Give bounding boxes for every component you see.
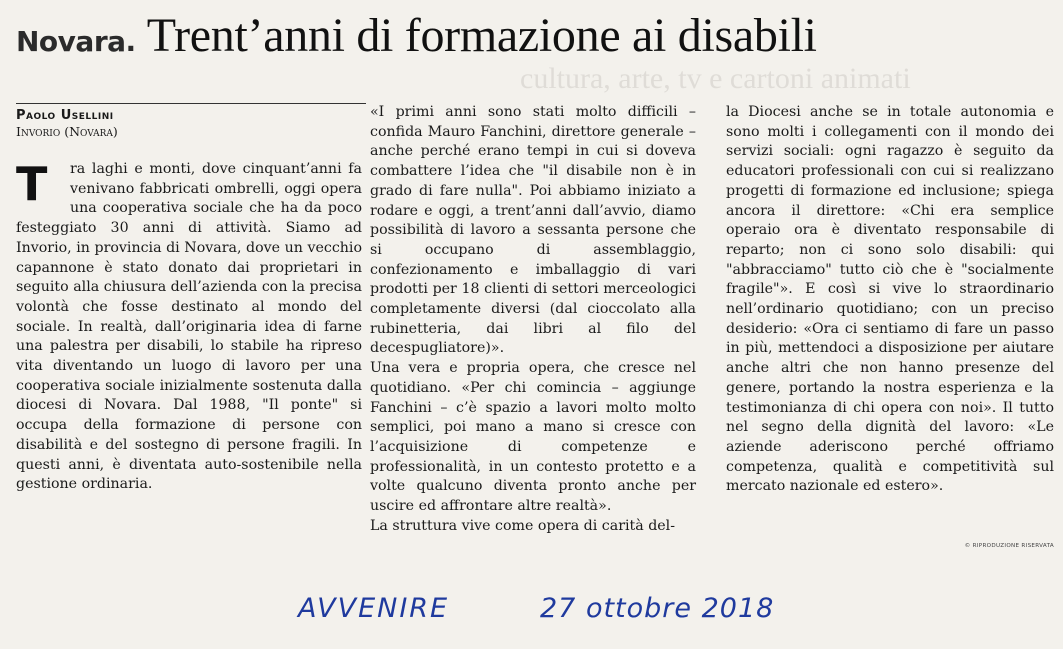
column-2-paragraph-1: «I primi anni sono stati molto difficili – confida Mauro Fanchini, direttore generale – anche perché erano tempi in cui si doveva combattere l’idea che "il disabile non è in grado di fare nulla". Poi abbiamo iniziato a rodare e oggi, a trent’anni dall’avvio, diamo possibilità di lavoro a sessanta persone che si occupano di assemblaggio, confezionamento e imballaggio di vari prodotti per 18 clienti di settori merceologici completamente diversi (dal cioccolato alla rubinetteria, dai libri al filo del decespugliatore)». xyxy=(370,104,696,357)
headline xyxy=(16,8,1056,63)
article-column-1 xyxy=(16,157,362,495)
bleed-through-text: cultura, arte, tv e cartoni animati xyxy=(520,62,911,95)
column-2-paragraph-3: La struttura vive come opera di carità del- xyxy=(370,517,676,534)
column-2-paragraph-2: Una vera e propria opera, che cresce nel quotidiano. «Per chi comincia – aggiunge Fanchini – c’è spazio a lavori molto molto semplici, poi mano a mano si cresce con l’acquisizione di competenze e professionalità, in un contesto protetto e a volte qualcuno diventa pronto anche per uscire ed affrontare altre realtà». xyxy=(370,360,696,515)
column-3-text: la Diocesi anche se in totale autonomia e sono molti i collegamenti con il mondo dei servizi sociali: ogni ragazzo è seguito da educatori professionali con cui si realizzano progetti di formazione ed inclusione; spiega ancora il direttore: «Chi era semplice operaio ora è diventato responsabile di reparto; non ci sono solo disabili: qui "abbracciamo" tutto ciò che è "socialmente fragile"». E così si vive lo straordinario nell’ordinario quotidiano; con un preciso desiderio: «Ora ci sentiamo di fare un passo in più, mettendoci a disposizione per aiutare anche altri che non hanno presenze del genere, portando la nostra esperienza e la testimonianza di chi opera con noi». Il tutto nel segno della dignità del lavoro: «Le aziende aderiscono perché offriamo competenza, qualità e competitività sul mercato nazionale ed estero». xyxy=(726,104,1054,495)
drop-cap: T xyxy=(16,157,48,211)
headline-kicker: Novara. xyxy=(16,25,136,58)
byline xyxy=(16,108,376,139)
author-name: Paolo Usellini xyxy=(16,108,114,123)
handwritten-date: 27 ottobre 2018 xyxy=(540,593,775,624)
copyright-notice: © RIPRODUZIONE RISERVATA xyxy=(964,543,1054,549)
column-1-text: ra laghi e monti, dove cinquant’anni fa venivano fabbricati ombrelli, oggi opera una cooperativa sociale che ha da poco festeggiato 30 anni di attività. Siamo ad Invorio, in provincia di Novara, dove un vecchio capannone è stato donato dai proprietari in seguito alla chiusura dell’azienda con la precisa volontà che fosse destinato al mondo del sociale. In realtà, dall’originaria idea di farne una palestra per disabili, lo stabile ha ripreso vita diventando un luogo di lavoro per una cooperativa sociale inizialmente sostenuta dalla diocesi di Novara. Dal 1988, "Il ponte" si occupa della formazione di persone con disabilità e del sostegno di persone fragili. In questi anni, è diventata auto-sostenibile nella gestione ordinaria. xyxy=(16,161,362,493)
article-column-2 xyxy=(370,103,696,536)
article-column-3 xyxy=(726,103,1054,497)
headline-title: Trent’anni di formazione ai disabili xyxy=(146,9,817,62)
byline-divider xyxy=(16,103,366,104)
dateline-place: Invorio (Novara) xyxy=(16,124,118,139)
handwritten-newspaper-name: AVVENIRE xyxy=(298,593,450,624)
